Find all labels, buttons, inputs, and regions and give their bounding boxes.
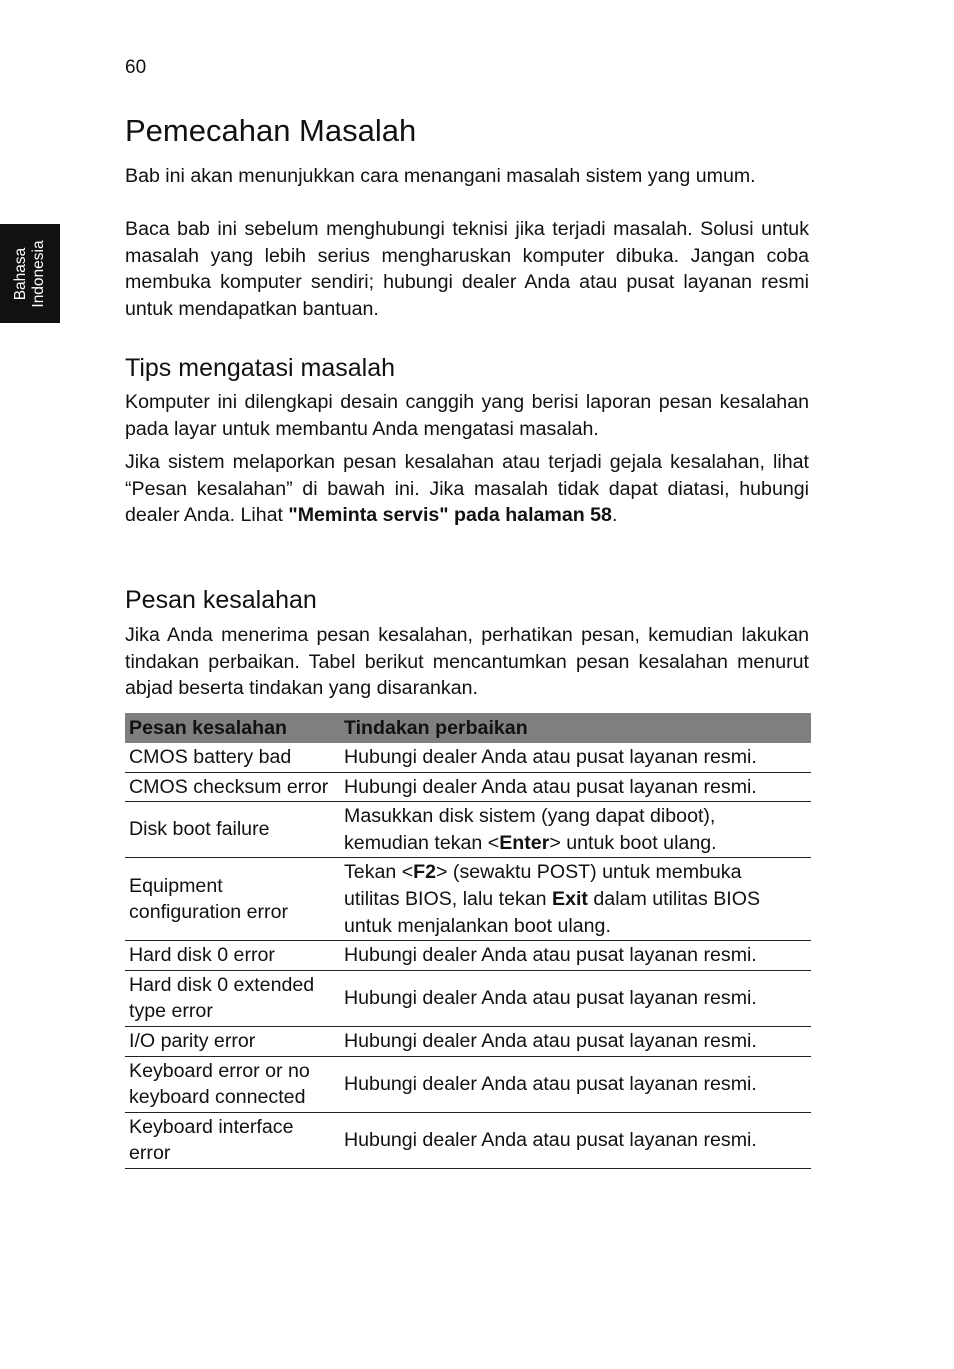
intro-paragraph-2: Baca bab ini sebelum menghubungi teknisi jika terjadi masalah. Solusi untuk masalah yang lebih serius mengharuskan komputer dibuka. Jangan coba membuka komputer sendiri; hubungi dealer Anda atau pusat layanan resmi untuk mendapatkan bantuan. — [125, 218, 809, 320]
table-row — [125, 858, 811, 941]
action-cell: Hubungi dealer Anda atau pusat layanan resmi. — [340, 970, 811, 1026]
language-tab-line2: Indonesia — [30, 240, 47, 308]
action-text: untuk menjalankan boot ulang. — [344, 914, 611, 937]
table-row — [125, 970, 811, 1026]
tips-paragraph-2 — [125, 449, 809, 529]
table-header-row — [125, 713, 811, 743]
language-tab-label — [12, 240, 48, 307]
page-title: Pemecahan Masalah — [125, 113, 417, 148]
tips-paragraph-1: Komputer ini dilengkapi desain canggih yang berisi laporan pesan kesalahan pada layar untuk membantu Anda mengatasi masalah. — [125, 391, 809, 440]
action-cell: Hubungi dealer Anda atau pusat layanan resmi. — [340, 1026, 811, 1056]
table-row — [125, 743, 811, 772]
exit-key-label: Exit — [552, 887, 588, 910]
tips-heading: Tips mengatasi masalah — [125, 354, 396, 382]
tips-paragraph-2-text: Jika sistem melaporkan pesan kesalahan atau terjadi gejala kesalahan, lihat “Pesan kesalahan” di bawah ini. Jika masalah tidak dapat diatasi, hubungi dealer Anda. Lihat — [125, 451, 809, 527]
f2-key-label: F2 — [413, 861, 437, 884]
action-text: Tekan < — [344, 861, 414, 884]
error-message-cell: CMOS battery bad — [125, 743, 340, 772]
action-cell — [340, 802, 811, 858]
error-message-cell: Disk boot failure — [125, 802, 340, 858]
action-text: > untuk boot ulang. — [549, 831, 717, 854]
table-row — [125, 802, 811, 858]
error-message-cell: I/O parity error — [125, 1026, 340, 1056]
service-reference-link[interactable]: "Meminta servis" pada halaman 58 — [288, 504, 612, 527]
error-message-cell: Keyboard error or no keyboard connected — [125, 1056, 340, 1112]
language-tab — [0, 224, 60, 323]
error-message-cell: Keyboard interface error — [125, 1112, 340, 1168]
action-text: utilitas BIOS, lalu tekan — [344, 887, 553, 910]
errors-heading: Pesan kesalahan — [125, 586, 317, 614]
action-cell: Hubungi dealer Anda atau pusat layanan resmi. — [340, 941, 811, 971]
header-error-message: Pesan kesalahan — [125, 713, 340, 743]
table-row — [125, 772, 811, 802]
action-text: dalam utilitas BIOS — [587, 887, 761, 910]
action-text: kemudian tekan < — [344, 831, 500, 854]
action-cell: Hubungi dealer Anda atau pusat layanan resmi. — [340, 772, 811, 802]
table-row — [125, 941, 811, 971]
action-cell: Hubungi dealer Anda atau pusat layanan resmi. — [340, 1112, 811, 1168]
action-cell: Hubungi dealer Anda atau pusat layanan resmi. — [340, 1056, 811, 1112]
action-cell: Hubungi dealer Anda atau pusat layanan resmi. — [340, 743, 811, 772]
action-text: > (sewaktu POST) untuk membuka — [436, 861, 742, 884]
error-message-cell: Hard disk 0 extended type error — [125, 970, 340, 1026]
table-row — [125, 1112, 811, 1168]
error-messages-table — [125, 713, 811, 1169]
language-tab-line1: Bahasa — [12, 247, 29, 301]
table-row — [125, 1056, 811, 1112]
tips-paragraph-2-end: . — [611, 504, 618, 527]
error-message-cell: Equipment configuration error — [125, 858, 340, 941]
action-cell — [340, 858, 811, 941]
page-number: 60 — [125, 57, 147, 78]
error-message-cell: Hard disk 0 error — [125, 941, 340, 971]
header-corrective-action: Tindakan perbaikan — [340, 713, 811, 743]
action-text: Masukkan disk sistem (yang dapat diboot), — [344, 805, 716, 828]
table-row — [125, 1026, 811, 1056]
intro-paragraph-1: Bab ini akan menunjukkan cara menangani masalah sistem yang umum. — [125, 165, 756, 187]
error-message-cell: CMOS checksum error — [125, 772, 340, 802]
errors-paragraph-1: Jika Anda menerima pesan kesalahan, perhatikan pesan, kemudian lakukan tindakan perbaikan. Tabel berikut mencantumkan pesan kesalahan menurut abjad beserta tindakan yang disarankan. — [125, 624, 809, 700]
enter-key-label: Enter — [499, 831, 550, 854]
